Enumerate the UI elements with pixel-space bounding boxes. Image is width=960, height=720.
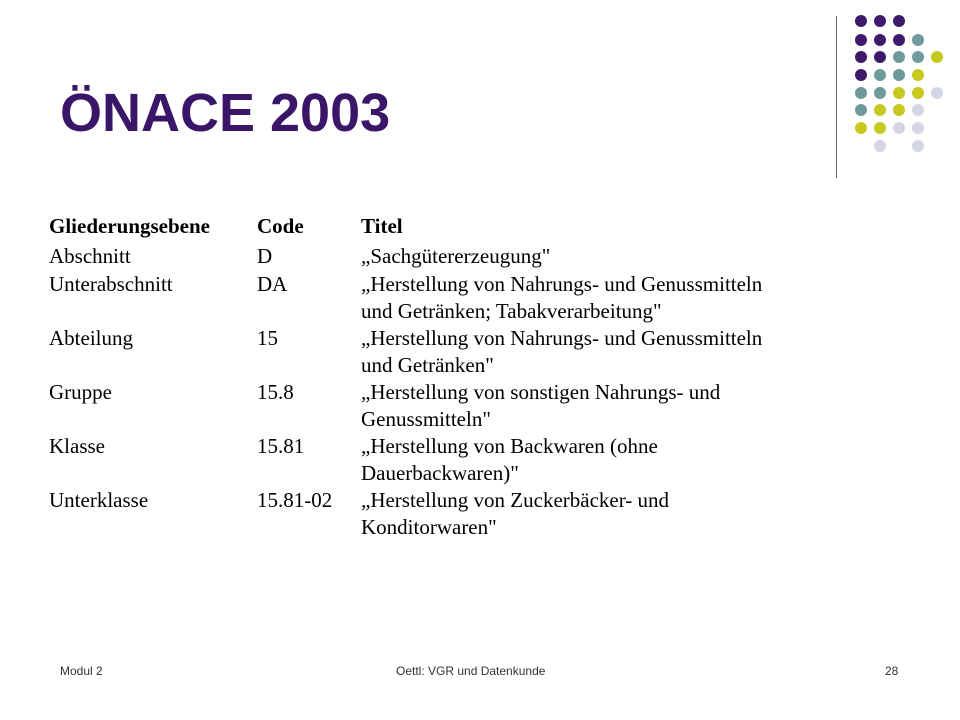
decor-dot bbox=[893, 15, 905, 27]
cell-code: 15.81 bbox=[257, 434, 305, 458]
cell-title bbox=[361, 487, 871, 541]
table-row bbox=[45, 241, 871, 271]
decor-dot bbox=[893, 34, 905, 46]
cell-code: 15 bbox=[257, 326, 278, 350]
decor-dot bbox=[855, 122, 867, 134]
cell-level: Klasse bbox=[49, 434, 105, 458]
table-row bbox=[45, 487, 871, 541]
cell-title bbox=[361, 433, 871, 487]
decor-dot bbox=[912, 51, 924, 63]
title-line: „Herstellung von Backwaren (ohne bbox=[361, 434, 658, 458]
decor-dot bbox=[855, 87, 867, 99]
decor-dot bbox=[893, 122, 905, 134]
title-line: „Herstellung von Nahrungs- und Genussmitteln bbox=[361, 272, 763, 296]
footer-course: Oettl: VGR und Datenkunde bbox=[396, 664, 546, 678]
decor-dot bbox=[874, 87, 886, 99]
decor-dot bbox=[912, 69, 924, 81]
title-line: „Herstellung von Nahrungs- und Genussmitteln bbox=[361, 326, 763, 350]
decor-dot bbox=[893, 87, 905, 99]
cell-level: Abteilung bbox=[49, 326, 133, 350]
cell-level: Gruppe bbox=[49, 380, 112, 404]
title-line: „Herstellung von sonstigen Nahrungs- und bbox=[361, 380, 721, 404]
title-line: „Sachgütererzeugung" bbox=[361, 244, 551, 268]
title-line: Genussmitteln" bbox=[361, 407, 491, 431]
cell-title bbox=[361, 271, 871, 325]
table-header-row bbox=[45, 211, 871, 241]
table-row bbox=[45, 379, 871, 433]
header-title: Titel bbox=[361, 214, 403, 238]
decor-dot bbox=[855, 34, 867, 46]
cell-level: Unterklasse bbox=[49, 488, 149, 512]
classification-table bbox=[45, 211, 871, 541]
header-level: Gliederungsebene bbox=[49, 214, 210, 238]
decor-dot bbox=[874, 140, 886, 152]
decor-dot bbox=[874, 34, 886, 46]
decor-dot bbox=[874, 51, 886, 63]
decor-dot bbox=[855, 51, 867, 63]
decor-dot bbox=[855, 104, 867, 116]
cell-title bbox=[361, 241, 871, 271]
cell-level: Abschnitt bbox=[49, 244, 131, 268]
cell-code: 15.81-02 bbox=[257, 488, 333, 512]
cell-title bbox=[361, 379, 871, 433]
decor-dot bbox=[912, 34, 924, 46]
cell-code: DA bbox=[257, 272, 288, 296]
cell-code: 15.8 bbox=[257, 380, 294, 404]
decor-dot bbox=[912, 104, 924, 116]
decor-dot bbox=[912, 122, 924, 134]
title-line: und Getränken; Tabakverarbeitung" bbox=[361, 299, 662, 323]
decor-dot bbox=[874, 104, 886, 116]
decor-dot bbox=[893, 51, 905, 63]
title-line: „Herstellung von Zuckerbäcker- und bbox=[361, 488, 670, 512]
cell-title bbox=[361, 325, 871, 379]
vertical-divider bbox=[836, 16, 837, 178]
cell-level: Unterabschnitt bbox=[49, 272, 173, 296]
slide-title: ÖNACE 2003 bbox=[60, 83, 391, 143]
title-line: und Getränken" bbox=[361, 353, 494, 377]
table-row bbox=[45, 433, 871, 487]
decor-dot bbox=[874, 15, 886, 27]
cell-code: D bbox=[257, 244, 273, 268]
footer-page-number: 28 bbox=[885, 664, 899, 678]
title-line: Konditorwaren" bbox=[361, 515, 497, 539]
title-line: Dauerbackwaren)" bbox=[361, 461, 519, 485]
decor-dot bbox=[912, 140, 924, 152]
dot-grid-decoration bbox=[0, 0, 960, 180]
footer-module: Modul 2 bbox=[60, 664, 103, 678]
header-code: Code bbox=[257, 214, 304, 238]
decor-dot bbox=[931, 51, 943, 63]
decor-dot bbox=[874, 122, 886, 134]
table-row bbox=[45, 325, 871, 379]
decor-dot bbox=[893, 69, 905, 81]
decor-dot bbox=[931, 87, 943, 99]
decor-dot bbox=[912, 87, 924, 99]
decor-dot bbox=[855, 15, 867, 27]
decor-dot bbox=[893, 104, 905, 116]
decor-dot bbox=[874, 69, 886, 81]
decor-dot bbox=[855, 69, 867, 81]
table-row bbox=[45, 271, 871, 325]
